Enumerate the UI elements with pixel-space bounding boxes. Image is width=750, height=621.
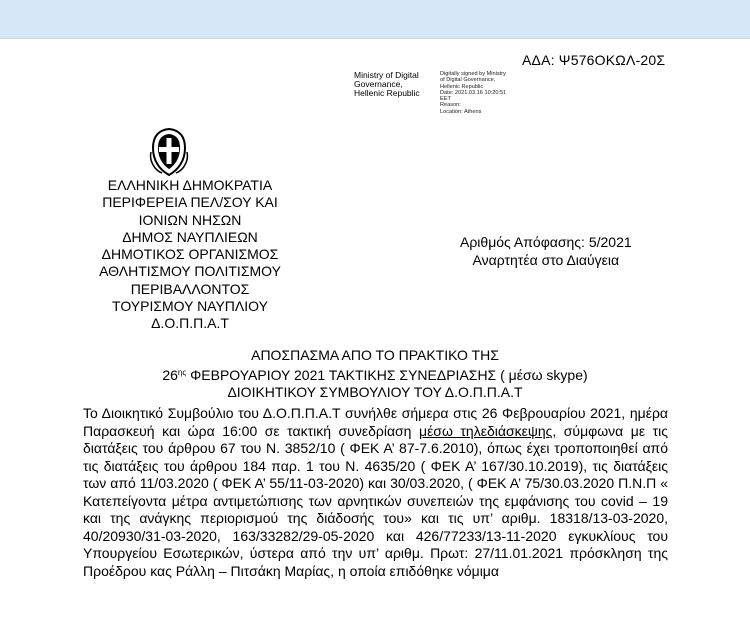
organization-header: [60, 177, 320, 333]
signature-details: [440, 71, 506, 115]
extract-line-rest: ΦΕΒΡΟΥΑΡΙΟΥ 2021 ΤΑΚΤΙΚΗΣ ΣΥΝΕΔΡΙΑΣΗΣ ( μέσω skype): [186, 367, 588, 383]
body-text-part: Το Διοικητικό Συμβούλιο του Δ.Ο.Π.Π.Α.Τ συνήλθε σήμερα στις 26 Φεβρουαρίου 2021, ημέρα Παρασκευή και ώρα 16:00 σε τακτική συνεδρίαση: [83, 405, 668, 439]
org-line: ΠΕΡΙΦΕΡΕΙΑ ΠΕΛ/ΣΟΥ ΚΑΙ: [102, 194, 278, 211]
org-line: ΔΗΜΟΣ ΝΑΥΠΛΙΕΩΝ: [122, 228, 258, 245]
extract-line: ΑΠΟΣΠΑΣΜΑ ΑΠΟ ΤΟ ΠΡΑΚΤΙΚΟ ΤΗΣ: [251, 347, 499, 363]
greek-coat-of-arms-icon: [148, 128, 190, 176]
signature-detail-line: Digitally signed by Ministry: [440, 71, 506, 77]
decision-info: [460, 233, 632, 269]
org-line: ΙΟΝΙΩΝ ΝΗΣΩΝ: [138, 211, 242, 228]
body-text-part: σύμφωνα με τις διατάξεις του άρθρου 67 του Ν. 3852/10 ( ΦΕΚ Α’ 87-7.6.2010), όπως έχει τροποποιηθεί από τις διατάξεις του άρθρου 184 παρ. 1 του Ν. 4635/20 ( ΦΕΚ Α’ 167/30.10.2019), τις διατάξεις των από 11/03.2020 ( ΦΕΚ Α’ 55/11-03-2020) και 30/03.2020, ( ΦΕΚ Α’ 75/30.03.2020 Π.Ν.Π « Κατεπείγοντα μέτρα αντιμετώπισης των αρνητικών συνεπειών της εμφάνισης του covid – 19 και της ανάγκης περιορισμού της διάδοσής του» και τις υπ’ αριθμ. 18318/13-03-2020, 40/20930/31-03-2020, 163/33282/29-05-2020 και 426/77233/13-11-2020 εγκυκλίους του Υπουργείου Εσωτερικών, ύστερα από την υπ’ αριθμ. Πρωτ: 27/11.01.2021 πρόσκληση της Προέδρου κας Ράλλη – Πιτσάκη Μαρίας, η οποία επιδόθηκε νόμιμα: [83, 422, 668, 579]
signature-detail-line: Date: 2021.03.16 10:20:51: [440, 89, 507, 96]
extract-ordinal-suffix: ης: [177, 368, 187, 377]
body-paragraph: [83, 405, 668, 580]
org-line: ΔΗΜΟΤΙΚΟΣ ΟΡΓΑΝΙΣΜΟΣ: [101, 246, 279, 263]
signature-detail-line: Reason:: [440, 102, 461, 109]
extract-line: ΔΙΟΙΚΗΤΙΚΟΥ ΣΥΜΒΟΥΛΙΟΥ ΤΟΥ Δ.Ο.Π.Π.Α.Τ: [227, 384, 523, 400]
signature-detail-line: Hellenic Republic: [440, 83, 484, 90]
extract-line: [90, 364, 660, 384]
extract-date-number: 26: [162, 367, 178, 383]
extract-title: [90, 347, 660, 401]
body-underlined-text: μέσω τηλεδιάσκεψης,: [419, 422, 557, 439]
signature-detail-line: Location: Athens: [440, 108, 482, 115]
signature-detail-line: of Digital Governance,: [440, 77, 496, 84]
org-line: ΑΘΛΗΤΙΣΜΟΥ ΠΟΛΙΤΙΣΜΟΥ: [99, 263, 281, 280]
signature-signer: [354, 71, 420, 98]
signer-line: Governance,: [354, 79, 403, 89]
org-line: ΠΕΡΙΒΑΛΛΟΝΤΟΣ: [130, 280, 250, 297]
decision-posted: Αναρτητέα στο Διαύγεια: [472, 252, 620, 268]
decision-number: Αριθμός Απόφασης: 5/2021: [460, 234, 632, 250]
ada-code: ΑΔΑ: Ψ576ΟΚΩΛ-20Σ: [522, 52, 666, 68]
org-line: ΕΛΛΗΝΙΚΗ ΔΗΜΟΚΡΑΤΙΑ: [107, 177, 273, 193]
signer-line: Ministry of Digital: [354, 70, 419, 80]
body-text: [83, 405, 668, 580]
viewer-top-bar: [0, 0, 750, 38]
org-line: Δ.Ο.Π.Π.Α.Τ: [151, 315, 229, 332]
org-line: ΤΟΥΡΙΣΜΟΥ ΝΑΥΠΛΙΟΥ: [112, 298, 268, 315]
signer-line: Hellenic Republic: [354, 88, 420, 98]
signature-detail-line: EET: [440, 96, 451, 103]
